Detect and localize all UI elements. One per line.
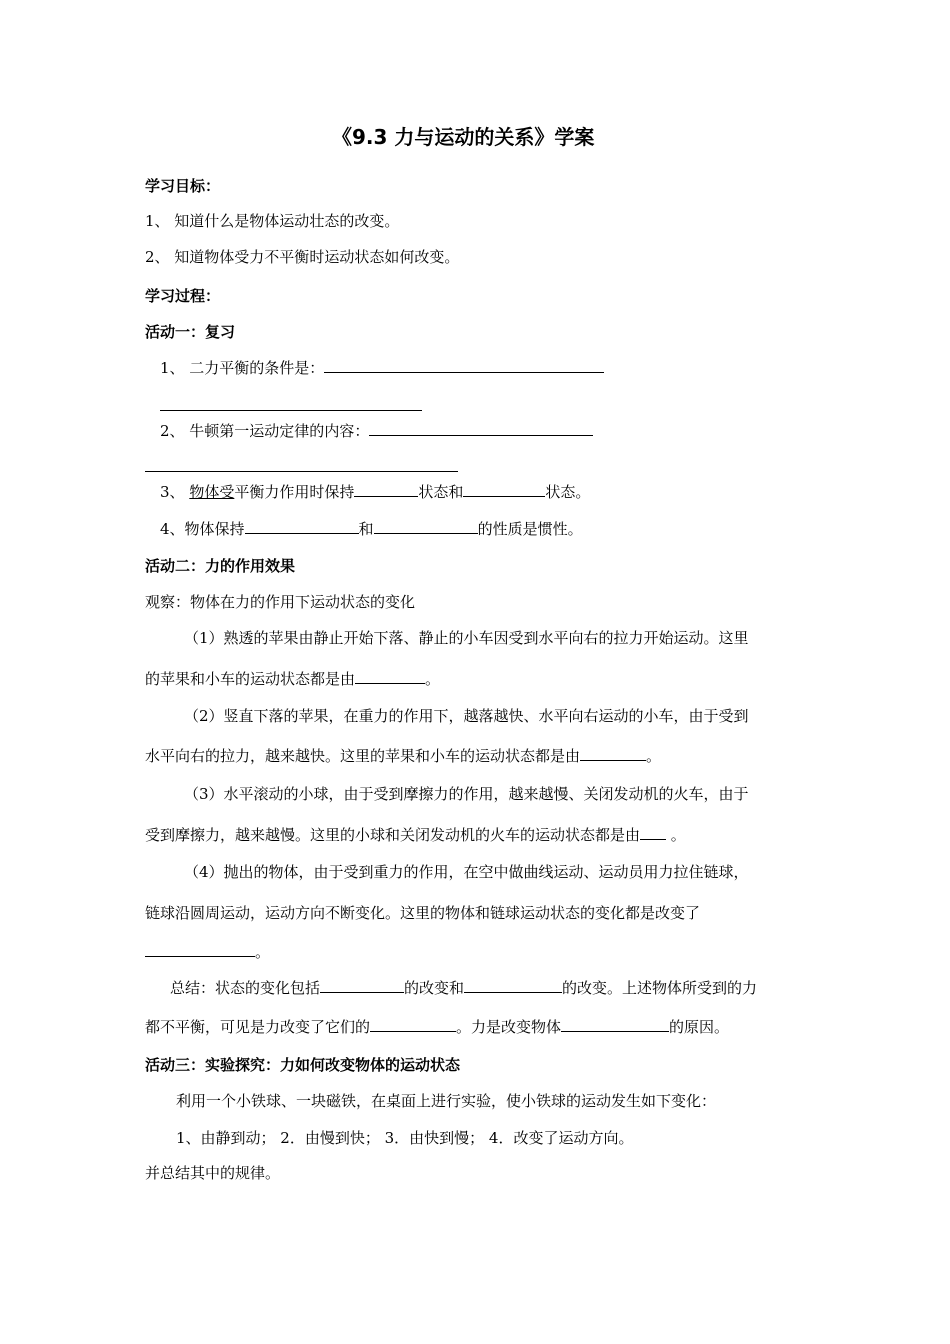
answer-blank[interactable] [640,824,666,840]
observation-text: 受到摩擦力，越来越慢。这里的小球和关闭发动机的火车的运动状态都是由 [145,826,641,844]
observation-text: 。 [425,670,441,688]
question-text: 和 [358,520,374,538]
review-question-4 [160,518,583,539]
objective-item-1: 1、 知道什么是物体运动壮态的改变。 [145,212,400,230]
observation-3-line-2 [145,824,686,845]
summary-text: 的改变。上述物体所受到的力 [562,979,758,997]
summary-text: 。力是改变物体 [456,1018,562,1036]
review-question-2 [160,420,593,441]
question-text: 平衡力作用时保持 [234,483,355,501]
review-question-3 [160,481,590,502]
observation-4-line-3 [145,941,270,962]
answer-blank[interactable] [464,977,562,993]
observation-4-line-1: （4）抛出的物体，由于受到重力的作用，在空中做曲线运动、运动员用力拉住链球， [184,863,749,881]
observation-2-line-2 [145,745,661,766]
question-text: 1、 二力平衡的条件是： [160,359,325,377]
observation-2-line-1: （2）竖直下落的苹果，在重力的作用下，越落越快、水平向右运动的小车，由于受到 [184,707,749,725]
question-text: 4、物体保持 [160,520,245,538]
experiment-intro: 利用一个小铁球、一块磁铁，在桌面上进行实验，使小铁球的运动发生如下变化： [176,1092,717,1110]
activity1-heading: 活动一：复习 [145,323,236,341]
answer-blank[interactable] [145,941,255,957]
activity3-heading: 活动三：实验探究：力如何改变物体的运动状态 [145,1056,461,1074]
experiment-list: 1、由静到动； 2．由慢到快； 3．由快到慢； 4．改变了运动方向。 [176,1129,634,1147]
observe-text: 观察：物体在力的作用下运动状态的变化 [145,593,416,611]
question-number: 3、 [160,483,190,501]
process-heading: 学习过程： [145,287,221,305]
summary-line-2 [145,1016,729,1037]
summary-text: 总结：状态的变化包括 [170,979,321,997]
answer-line[interactable] [160,410,422,411]
answer-blank[interactable] [320,977,404,993]
summary-text: 都不平衡，可见是力改变了它们的 [145,1018,371,1036]
underlined-text: 物体受 [189,483,235,501]
observation-text: 水平向右的拉力，越来越快。这里的苹果和小车的运动状态都是由 [145,747,581,765]
answer-blank[interactable] [561,1016,669,1032]
answer-blank[interactable] [369,420,593,436]
activity2-heading: 活动二：力的作用效果 [145,557,296,575]
observation-text: 。 [255,943,271,961]
objective-item-2: 2、 知道物体受力不平衡时运动状态如何改变。 [145,248,460,266]
observation-text: 。 [646,747,662,765]
answer-blank[interactable] [245,518,359,534]
answer-blank[interactable] [324,357,604,373]
question-text: 状态。 [545,483,591,501]
answer-line[interactable] [145,471,458,472]
summary-line-1 [170,977,757,998]
answer-blank[interactable] [355,668,425,684]
page-title: 《9.3 力与运动的关系》学案 [332,125,595,149]
question-text: 的性质是惯性。 [477,520,583,538]
observation-text: 的苹果和小车的运动状态都是由 [145,670,356,688]
answer-blank[interactable] [580,745,646,761]
answer-blank[interactable] [463,481,545,497]
answer-blank[interactable] [370,1016,456,1032]
observation-text: 。 [666,826,686,844]
observation-1-line-1: （1）熟透的苹果由静止开始下落、静止的小车因受到水平向右的拉力开始运动。这里 [184,629,749,647]
review-question-1 [160,357,604,378]
experiment-conclude: 并总结其中的规律。 [145,1164,281,1182]
question-text: 状态和 [418,483,464,501]
summary-text: 的改变和 [404,979,465,997]
question-text: 2、 牛顿第一运动定律的内容： [160,422,370,440]
observation-1-line-2 [145,668,440,689]
observation-4-line-2: 链球沿圆周运动，运动方向不断变化。这里的物体和链球运动状态的变化都是改变了 [145,904,701,922]
summary-text: 的原因。 [669,1018,730,1036]
answer-blank[interactable] [374,518,478,534]
answer-blank[interactable] [354,481,418,497]
objectives-heading: 学习目标： [145,177,221,195]
observation-3-line-1: （3）水平滚动的小球，由于受到摩擦力的作用，越来越慢、关闭发动机的火车，由于 [184,785,749,803]
